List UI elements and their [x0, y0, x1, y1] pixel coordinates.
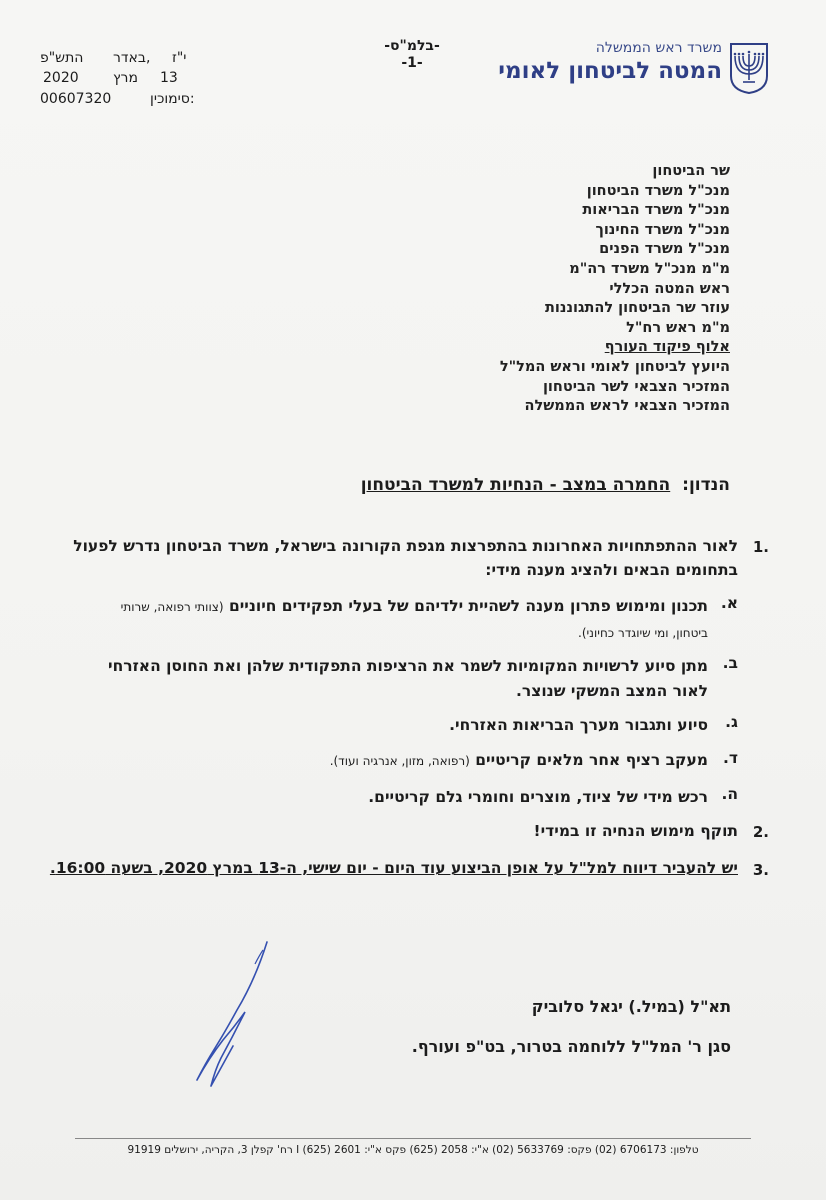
sub-item-d-note: (רפואה, מזון, אנרגיה ועוד). — [329, 754, 470, 768]
footer-divider — [75, 1138, 751, 1139]
signatory-name: תא"ל (במיל.) יגאל סלוביק — [531, 997, 731, 1016]
sub-item-a-text: תכנון ומימוש פתרון מענה לשהיית ילדיהם של בעלי תפקידים חיוניים — [228, 597, 708, 615]
recipient: עוזר שר הביטחון להתגוננות — [545, 300, 730, 317]
page-number: -1- — [401, 55, 423, 71]
reference-number: 00607320 — [40, 91, 112, 107]
item-1-line-1: לאור ההתפתחויות האחרונות בהתפרצות מגפת הקורונה בישראל, משרד הביטחון נדרש לפעול — [73, 537, 738, 555]
gregorian-date-month: מרץ — [113, 70, 138, 86]
sub-item-b-line-2: לאור המצב המשקי שנוצר. — [516, 682, 708, 700]
recipient: מ"מ ראש רח"ל — [626, 319, 730, 336]
item-3-text: יש להעביר דיווח למל"ל על אופן הביצוע עוד היום - יום שישי, ה-13 במרץ 2020, בשעה 16:00. — [49, 859, 738, 877]
item-number: 1. — [752, 538, 769, 556]
hebrew-date-day: י"ז — [172, 50, 187, 66]
sub-item-letter: א. — [720, 594, 738, 612]
recipient: מנכ"ל משרד הפנים — [599, 241, 730, 258]
sub-item-c-line-1: סיוע ותגבור מערך הבריאות האזרחי. — [449, 716, 708, 734]
subject-text: החמרה במצב - הנחיות למשרד הביטחון — [360, 475, 671, 495]
sub-item-e-line-1: רכש מידי של ציוד, מוצרים וחומרי גלם קריטיים. — [368, 788, 708, 806]
sub-item-a-line-1 — [121, 593, 708, 620]
subject-line — [361, 475, 730, 495]
hebrew-date-month: באדר, — [113, 50, 151, 66]
recipient: היועץ לביטחון לאומי וראש המל"ל — [499, 358, 730, 375]
sub-item-letter: ב. — [722, 654, 738, 672]
sub-item-d-line-1 — [330, 747, 708, 774]
sub-item-a-line-2: ביטחון, ומי שיוגדר כחיוני). — [578, 626, 708, 640]
sub-item-b-line-1: מתן סיוע לרשויות המקומיות לשמר את הרציפות התפקודית שלהן ואת החוסן האזרחי — [108, 657, 708, 675]
recipient: המזכיר הצבאי לראש הממשלה — [524, 398, 730, 415]
gregorian-date-year: 2020 — [43, 70, 79, 86]
item-1-line-2: בתחומים הבאים ולהציג מענה מידי: — [485, 561, 738, 579]
recipient: המזכיר הצבאי לשר הביטחון — [542, 378, 730, 395]
item-number: 2. — [752, 823, 769, 841]
classification-mark: -בלמ"ס- — [384, 38, 440, 54]
office-name-large: המטה לביטחון לאומי — [498, 58, 722, 84]
recipient: ראש המטה הכללי — [609, 280, 730, 297]
reference-label: סימוכין: — [150, 91, 195, 107]
hebrew-date-year: התש"פ — [40, 50, 84, 66]
recipient: מנכ"ל משרד הביטחון — [586, 182, 730, 199]
sub-item-a-note: (צוותי רפואה, שרותי — [120, 600, 224, 614]
recipient: מנכ"ל משרד הבריאות — [582, 202, 730, 219]
sub-item-letter: ה. — [721, 785, 738, 803]
recipients-list — [390, 162, 730, 417]
recipient-underlined: אלוף פיקוד העורף — [604, 339, 730, 356]
office-name-small: משרד ראש הממשלה — [595, 40, 722, 56]
recipient: שר הביטחון — [652, 163, 730, 179]
sub-item-letter: ג. — [725, 713, 738, 731]
item-number: 3. — [752, 861, 769, 879]
gregorian-date-day: 13 — [160, 70, 178, 86]
footer-contact: טלפון: 6706173 (02) פקס: 5633769 (02) א"י: 2058 (625) פקס א"י: 2601 (625) I רח' קפלן 3, הקריה, ירושלים 91919 — [127, 1144, 699, 1156]
menorah-emblem-icon — [727, 42, 771, 94]
sub-item-d-text: מעקב רציף אחר מלאים קריטיים — [475, 751, 708, 769]
handwritten-signature — [175, 940, 285, 1090]
sub-item-letter: ד. — [722, 749, 738, 767]
recipient: מנכ"ל משרד החינוך — [595, 221, 730, 238]
recipient: מ"מ מנכ"ל משרד רה"מ — [569, 260, 730, 277]
subject-label: הנדון: — [682, 475, 730, 495]
item-2-text: תוקף מימוש הנחיה זו במידי! — [533, 822, 738, 840]
signatory-title: סגן ר' המל"ל ללוחמה בטרור, בט"פ ועורף. — [411, 1037, 731, 1056]
